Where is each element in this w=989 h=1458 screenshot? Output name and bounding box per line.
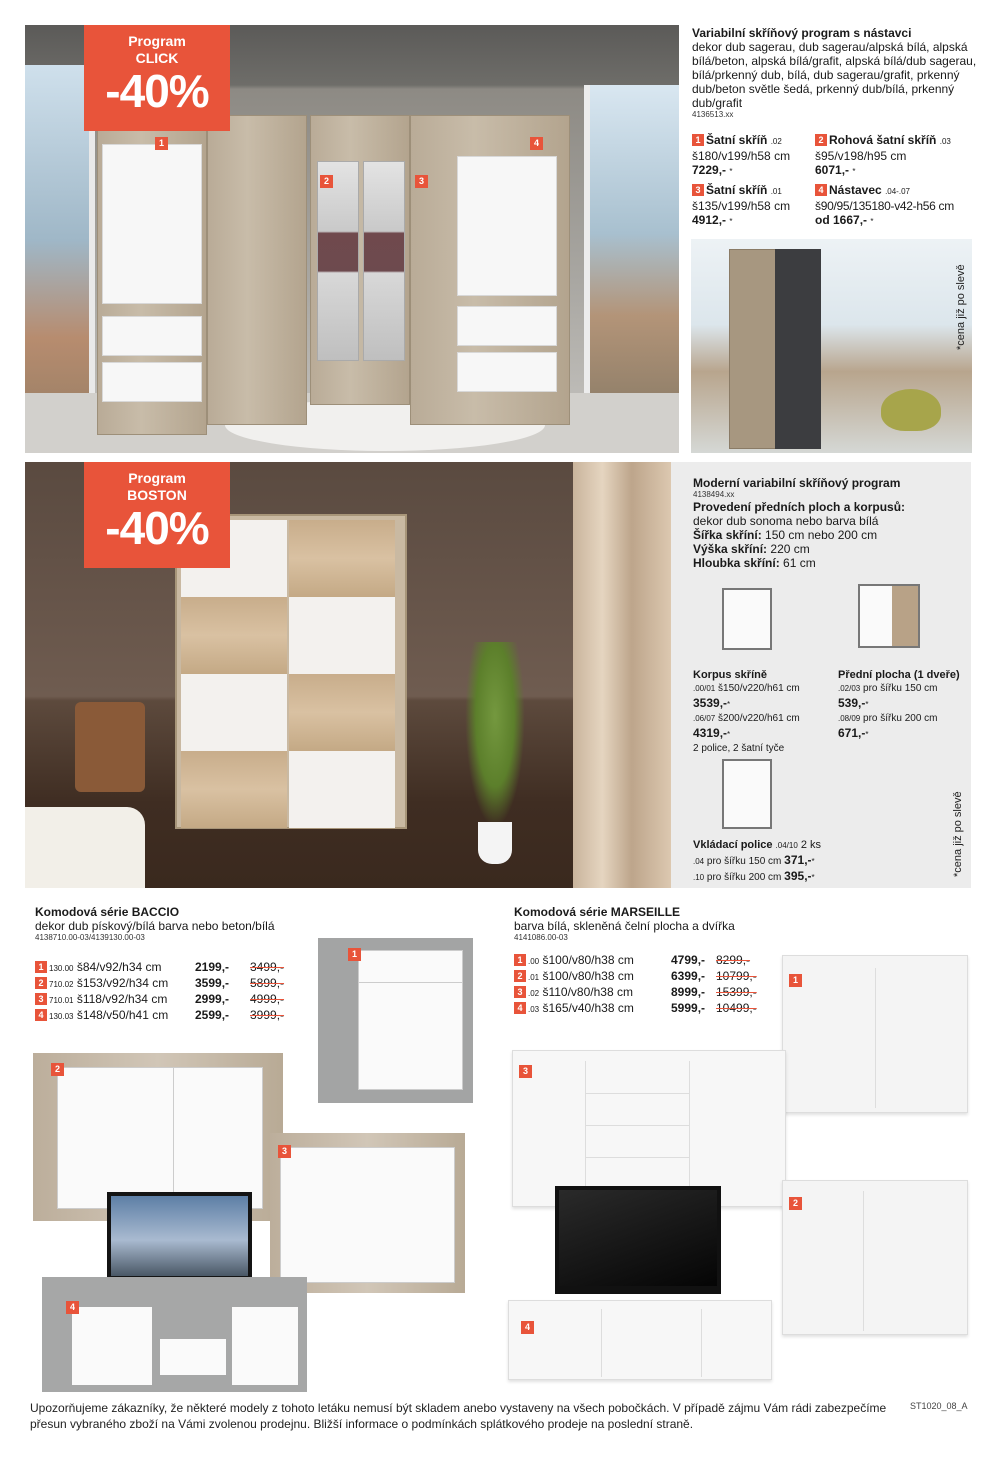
body-row-code: .06/07 bbox=[693, 714, 716, 723]
depth-label: Hloubka skříní: bbox=[693, 556, 780, 570]
item-dims: š84/v92/h34 cm bbox=[76, 960, 162, 974]
item-old-price: 3499,- bbox=[250, 960, 285, 974]
baccio-row-4 bbox=[35, 1008, 305, 1024]
click-item-3 bbox=[692, 183, 822, 229]
click-item-4 bbox=[815, 183, 980, 229]
front-row-label: pro šířku 200 cm bbox=[863, 713, 938, 724]
shelf-row-code: .04 bbox=[693, 857, 705, 866]
click-price-note: *cena již po slevě bbox=[955, 264, 967, 350]
shelf-title: Vkládací police bbox=[693, 839, 773, 851]
price-asterisk: * bbox=[729, 167, 733, 176]
badge-discount: -40% bbox=[105, 65, 209, 117]
baccio-price-list bbox=[35, 960, 305, 1024]
item-code: .03 bbox=[528, 1005, 540, 1014]
shelf-row-code: .10 bbox=[693, 873, 705, 882]
item-dims: š90/95/135180-v42-h56 cm bbox=[815, 199, 954, 213]
marseille-info bbox=[514, 905, 804, 943]
marseille-product-4 bbox=[508, 1300, 772, 1380]
item-number: 3 bbox=[514, 986, 526, 998]
baccio-product-1 bbox=[318, 938, 473, 1103]
item-number: 4 bbox=[514, 1002, 526, 1014]
item-price: 2599,- bbox=[195, 1008, 230, 1022]
shelf-row-price: 371,- bbox=[784, 853, 812, 867]
item-old-price: 5899,- bbox=[250, 976, 285, 990]
item-old-price: 10799,- bbox=[716, 969, 757, 983]
marseille-price-list bbox=[514, 953, 794, 1017]
item-suffix: .03 bbox=[939, 137, 951, 146]
front-title-note: (1 dveře) bbox=[913, 669, 960, 681]
marseille-product-3 bbox=[512, 1050, 786, 1207]
item-number: 2 bbox=[35, 977, 47, 989]
shelf-qty: 2 ks bbox=[800, 839, 822, 851]
item-code: 710.02 bbox=[49, 980, 74, 989]
boston-shelf-block bbox=[693, 838, 863, 885]
window-right bbox=[584, 85, 679, 415]
body-row-dims: š150/v220/h61 cm bbox=[718, 683, 800, 694]
body-row-dims: š200/v220/h61 cm bbox=[718, 713, 800, 724]
width-value: 150 cm nebo 200 cm bbox=[765, 528, 878, 542]
price-asterisk: * bbox=[729, 217, 733, 226]
marseille-product-1 bbox=[782, 955, 968, 1113]
baccio-row-3 bbox=[35, 992, 305, 1008]
item-dims: š100/v80/h38 cm bbox=[542, 953, 634, 967]
photo-tag-1: 1 bbox=[155, 137, 168, 150]
boston-code: 4138494.xx bbox=[693, 490, 735, 499]
item-dims: š135/v199/h58 cm bbox=[692, 199, 791, 213]
item-number: 3 bbox=[692, 184, 704, 196]
baccio-description: dekor dub pískový/bílá barva nebo beton/bílá bbox=[35, 919, 275, 933]
item-price: 5999,- bbox=[671, 1001, 706, 1015]
item-price: 3599,- bbox=[195, 976, 230, 990]
photo-tag-4: 4 bbox=[66, 1301, 79, 1314]
marseille-title: Komodová série MARSEILLE bbox=[514, 905, 681, 919]
baccio-tv bbox=[107, 1192, 252, 1284]
depth-value: 61 cm bbox=[783, 556, 816, 570]
marseille-row-1 bbox=[514, 953, 794, 969]
price-asterisk: * bbox=[852, 167, 856, 176]
item-price: 2999,- bbox=[195, 992, 230, 1006]
item-name: Rohová šatní skříň bbox=[829, 133, 937, 147]
photo-tag-3: 3 bbox=[415, 175, 428, 188]
boston-body-block bbox=[693, 668, 833, 756]
photo-tag-1: 1 bbox=[348, 948, 361, 961]
marseille-row-3 bbox=[514, 985, 794, 1001]
body-note: 2 police, 2 šatní tyče bbox=[693, 743, 785, 754]
item-suffix: .01 bbox=[770, 187, 782, 196]
body-title: Korpus skříně bbox=[693, 669, 767, 681]
price-asterisk: * bbox=[865, 700, 869, 709]
price-asterisk: * bbox=[870, 217, 874, 226]
click-info bbox=[692, 26, 977, 120]
item-name: Nástavec bbox=[829, 183, 882, 197]
baccio-code: 4138710.00-03/4139130.00-03 bbox=[35, 933, 145, 942]
photo-tag-1: 1 bbox=[789, 974, 802, 987]
item-price: 6399,- bbox=[671, 969, 706, 983]
item-code: .01 bbox=[528, 973, 540, 982]
boston-title: Moderní variabilní skříňový program bbox=[693, 476, 901, 490]
photo-tag-4: 4 bbox=[521, 1321, 534, 1334]
item-price: 6071,- bbox=[815, 163, 850, 177]
body-row-price: 3539,- bbox=[693, 696, 728, 710]
body-row-code: .00/01 bbox=[693, 684, 716, 693]
shelf-row-label: pro šířku 200 cm bbox=[706, 872, 782, 883]
front-row-code: .08/09 bbox=[838, 714, 861, 723]
shelf-code: .04/10 bbox=[775, 841, 798, 850]
item-number: 2 bbox=[815, 134, 827, 146]
item-old-price: 8299,- bbox=[716, 953, 751, 967]
baccio-product-4 bbox=[42, 1277, 307, 1392]
price-asterisk: * bbox=[811, 873, 815, 882]
baccio-row-1 bbox=[35, 960, 305, 976]
item-number: 2 bbox=[514, 970, 526, 982]
item-dims: š95/v198/h95 cm bbox=[815, 149, 907, 163]
item-price: 4912,- bbox=[692, 213, 727, 227]
boston-discount-badge bbox=[84, 462, 230, 568]
item-dims: š110/v80/h38 cm bbox=[542, 985, 633, 999]
item-number: 3 bbox=[35, 993, 47, 1005]
front-title: Přední plocha bbox=[838, 669, 911, 681]
price-asterisk: * bbox=[865, 730, 869, 739]
front-row-price: 539,- bbox=[838, 696, 866, 710]
click-title: Variabilní skříňový program s nástavci bbox=[692, 26, 912, 40]
item-code: .00 bbox=[528, 957, 540, 966]
shelf-row-label: pro šířku 150 cm bbox=[706, 856, 782, 867]
click-item-2 bbox=[815, 133, 975, 179]
marseille-row-2 bbox=[514, 969, 794, 985]
page-code: ST1020_08_A bbox=[910, 1401, 968, 1411]
click-wardrobe-thumbnail bbox=[691, 239, 972, 453]
photo-tag-2: 2 bbox=[51, 1063, 64, 1076]
item-name: Šatní skříň bbox=[706, 133, 768, 147]
item-old-price: 3999,- bbox=[250, 1008, 285, 1022]
item-code: 710.01 bbox=[49, 996, 74, 1005]
item-suffix: .04-.07 bbox=[885, 187, 910, 196]
badge-program-name: Program CLICK bbox=[128, 33, 186, 66]
photo-tag-4: 4 bbox=[530, 137, 543, 150]
shelf-row-price: 395,- bbox=[784, 869, 812, 883]
boston-price-note: *cena již po slevě bbox=[952, 791, 964, 877]
item-suffix: .02 bbox=[770, 137, 782, 146]
click-description: dekor dub sagerau, dub sagerau/alpská bílá, alpská bílá/beton, alpská bílá/grafit, alpská bílá/dub sagerau, bílá/prkenný dub, bílá, dub sagerau/grafit, prkenný dub/beton světle šedá, prkenný dub/bílá, prkenný dub/grafit bbox=[692, 40, 977, 110]
marseille-code: 4141086.00-03 bbox=[514, 933, 568, 942]
item-price: 2199,- bbox=[195, 960, 230, 974]
wardrobe-1 bbox=[97, 125, 207, 435]
baccio-row-2 bbox=[35, 976, 305, 992]
marseille-description: barva bílá, skleněná čelní plocha a dvířka bbox=[514, 919, 735, 933]
body-row-price: 4319,- bbox=[693, 726, 728, 740]
item-number: 1 bbox=[692, 134, 704, 146]
finish-value: dekor dub sonoma nebo barva bílá bbox=[693, 514, 879, 528]
baccio-product-3 bbox=[270, 1133, 465, 1293]
wardrobe-3 bbox=[410, 115, 570, 425]
front-diagram bbox=[858, 584, 920, 648]
click-discount-badge bbox=[84, 25, 230, 131]
item-number: 1 bbox=[514, 954, 526, 966]
price-asterisk: * bbox=[811, 857, 815, 866]
item-number: 4 bbox=[35, 1009, 47, 1021]
item-number: 1 bbox=[35, 961, 47, 973]
width-label: Šířka skříní: bbox=[693, 528, 762, 542]
item-old-price: 10499,- bbox=[716, 1001, 757, 1015]
item-dims: š153/v92/h34 cm bbox=[76, 976, 169, 990]
marseille-product-2 bbox=[782, 1180, 968, 1335]
marseille-tv bbox=[555, 1186, 721, 1294]
item-price: 8999,- bbox=[671, 985, 706, 999]
item-price: od 1667,- bbox=[815, 213, 868, 227]
marseille-row-4 bbox=[514, 1001, 794, 1017]
click-code: 4136513.xx bbox=[692, 110, 734, 119]
front-row-price: 671,- bbox=[838, 726, 866, 740]
item-code: 130.03 bbox=[49, 1012, 74, 1021]
item-number: 4 bbox=[815, 184, 827, 196]
price-asterisk: * bbox=[727, 730, 731, 739]
height-value: 220 cm bbox=[770, 542, 810, 556]
photo-tag-2: 2 bbox=[320, 175, 333, 188]
item-dims: š118/v92/h34 cm bbox=[76, 992, 168, 1006]
shelf-diagram bbox=[722, 759, 772, 829]
badge-program-name: Program BOSTON bbox=[127, 470, 187, 503]
item-price: 7229,- bbox=[692, 163, 727, 177]
item-old-price: 4999,- bbox=[250, 992, 285, 1006]
item-price: 4799,- bbox=[671, 953, 706, 967]
photo-tag-2: 2 bbox=[789, 1197, 802, 1210]
badge-discount: -40% bbox=[105, 502, 209, 554]
front-row-label: pro šířku 150 cm bbox=[863, 683, 938, 694]
baccio-title: Komodová série BACCIO bbox=[35, 905, 180, 919]
click-item-1 bbox=[692, 133, 822, 179]
finish-label: Provedení předních ploch a korpusů: bbox=[693, 500, 906, 514]
corner-wardrobe bbox=[310, 115, 410, 405]
body-diagram bbox=[722, 588, 772, 650]
item-name: Šatní skříň bbox=[706, 183, 768, 197]
photo-tag-3: 3 bbox=[278, 1145, 291, 1158]
item-dims: š148/v50/h41 cm bbox=[76, 1008, 169, 1022]
item-code: .02 bbox=[528, 989, 540, 998]
item-code: 130.00 bbox=[49, 964, 74, 973]
baccio-info bbox=[35, 905, 325, 943]
height-label: Výška skříní: bbox=[693, 542, 768, 556]
item-old-price: 15399,- bbox=[716, 985, 757, 999]
item-dims: š165/v40/h38 cm bbox=[542, 1001, 634, 1015]
item-dims: š180/v199/h58 cm bbox=[692, 149, 791, 163]
boston-front-block bbox=[838, 668, 963, 742]
front-row-code: .02/03 bbox=[838, 684, 861, 693]
photo-tag-3: 3 bbox=[519, 1065, 532, 1078]
footer-disclaimer: Upozorňujeme zákazníky, že některé modely z tohoto letáku nemusí být skladem anebo vystaveny na všech pobočkách. V případě zájmu Vám rádi zabezpečíme přesun vybraného zboží na Vámi zvolenou prodejnu. Bližší informace o podmínkách splátkového prodeje na poslední straně. bbox=[30, 1401, 887, 1431]
item-dims: š100/v80/h38 cm bbox=[542, 969, 634, 983]
price-asterisk: * bbox=[727, 700, 731, 709]
boston-info bbox=[693, 476, 958, 570]
